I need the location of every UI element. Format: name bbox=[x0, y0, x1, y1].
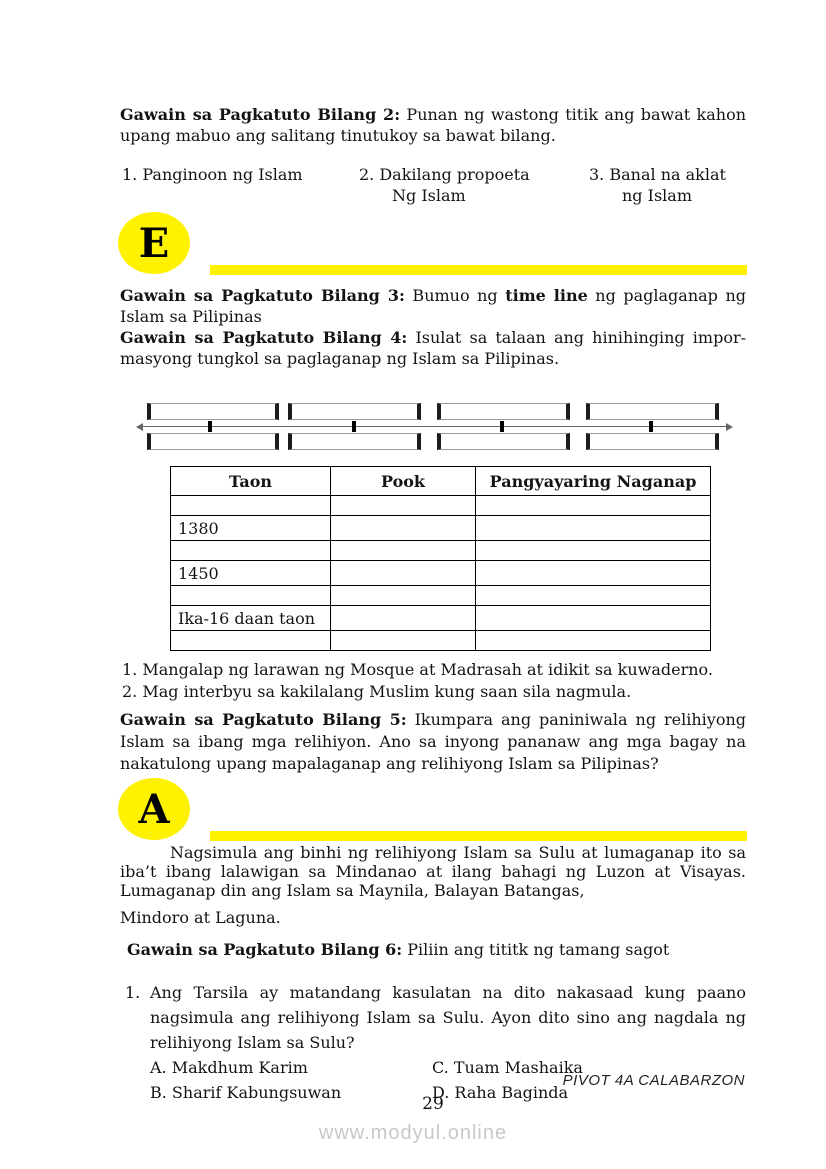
intro-line2: iba’t ibang lalawigan sa Mindanao at ilang bahagi ng Luzon at Visayas. bbox=[120, 862, 746, 881]
section-a-badge: A bbox=[118, 778, 190, 840]
option-b: B. Sharif Kabungsuwan bbox=[150, 1083, 342, 1102]
activity-5-line1 bbox=[120, 709, 746, 731]
timeline-tick-3 bbox=[500, 421, 504, 432]
activity-5-line2: Islam sa ibang mga relihiyon. Ano sa inyong pananaw ang mga bagay na bbox=[120, 732, 746, 751]
table-cell bbox=[331, 496, 476, 516]
activity-2-line2: upang mabuo ang salitang tinutukoy sa bawat bilang. bbox=[120, 126, 556, 145]
page-number: 29 bbox=[422, 1094, 444, 1114]
fill-item-2-text: 2. Dakilang propoeta bbox=[359, 165, 530, 184]
timeline-graphic bbox=[120, 403, 746, 450]
fill-item-3-subtext: ng Islam bbox=[622, 186, 692, 205]
table-cell bbox=[476, 631, 711, 651]
table-header-pangyayari: Pangyayaring Naganap bbox=[476, 467, 711, 496]
question-1-body bbox=[150, 980, 746, 1055]
task-item-2: 2. Mag interbyu sa kakilalang Muslim kung saan sila nagmula. bbox=[122, 682, 632, 701]
activity-4-heading bbox=[120, 327, 746, 369]
table-cell bbox=[331, 516, 476, 541]
table-row bbox=[171, 586, 711, 606]
intro-line3: Lumaganap din ang Islam sa Maynila, Balayan Batangas, bbox=[120, 881, 585, 900]
activity-5-line3: nakatulong upang mapalaganap ang relihiyong Islam sa Pilipinas? bbox=[120, 754, 659, 773]
timeline-box-bottom-4 bbox=[586, 433, 719, 450]
table-cell-year-1380: 1380 bbox=[171, 516, 331, 541]
table-cell bbox=[331, 561, 476, 586]
activity-2-line1 bbox=[120, 104, 746, 125]
table-row bbox=[171, 631, 711, 651]
table-row bbox=[171, 541, 711, 561]
activity-6-heading bbox=[120, 939, 746, 960]
section-e-badge: E bbox=[118, 212, 190, 274]
option-a: A. Makdhum Karim bbox=[150, 1058, 308, 1077]
section-a-divider bbox=[120, 778, 746, 841]
table-cell bbox=[171, 631, 331, 651]
intro-line1: Nagsimula ang binhi ng relihiyong Islam sa Sulu at lumaganap ito sa bbox=[170, 843, 746, 862]
fill-item-2 bbox=[359, 164, 589, 206]
table-cell bbox=[331, 631, 476, 651]
activity-4-line1 bbox=[120, 327, 746, 348]
question-1-line1: Ang Tarsila ay matandang kasulatan na dito nakasaad kung paano bbox=[150, 983, 746, 1002]
timeline-box-top-1 bbox=[147, 403, 279, 420]
timeline-tick-1 bbox=[208, 421, 212, 432]
table-cell-ika16: Ika-16 daan taon bbox=[171, 606, 331, 631]
table-cell bbox=[476, 496, 711, 516]
activity-6-label: Gawain sa Pagkatuto Bilang 6: bbox=[127, 940, 403, 959]
timeline-axis-line bbox=[142, 426, 726, 427]
section-e-bar bbox=[210, 265, 747, 275]
info-table bbox=[170, 466, 711, 651]
fill-item-3-text: 3. Banal na aklat bbox=[589, 165, 726, 184]
timeline-tick-4 bbox=[649, 421, 653, 432]
table-cell bbox=[331, 541, 476, 561]
table-cell bbox=[171, 541, 331, 561]
activity-6-text: Piliin ang tititk ng tamang sagot bbox=[402, 940, 670, 959]
watermark-text: www.modyul.online bbox=[318, 1122, 508, 1144]
table-row bbox=[171, 516, 711, 541]
timeline-box-top-3 bbox=[437, 403, 570, 420]
fill-item-2-subtext: Ng Islam bbox=[392, 186, 466, 205]
timeline-box-top-4 bbox=[586, 403, 719, 420]
page-content bbox=[120, 0, 746, 1105]
table-cell bbox=[331, 606, 476, 631]
task-item-1: 1. Mangalap ng larawan ng Mosque at Madrasah at idikit sa kuwaderno. bbox=[122, 660, 713, 679]
activity-2-text: Punan ng wastong titik ang bawat kahon bbox=[400, 105, 747, 124]
timeline-tick-2 bbox=[352, 421, 356, 432]
table-cell-year-1450: 1450 bbox=[171, 561, 331, 586]
activity-3-bold-term: time line bbox=[505, 286, 588, 305]
question-1-line2: nagsimula ang relihiyong Islam sa Sulu. Ayon dito sino ang nagdala ng bbox=[150, 1008, 746, 1027]
footer-brand-text: PIVOT 4A CALABARZON bbox=[562, 1072, 745, 1089]
activity-2-label: Gawain sa Pagkatuto Bilang 2: bbox=[120, 105, 401, 124]
activity-2-heading bbox=[120, 104, 746, 146]
table-row bbox=[171, 496, 711, 516]
activity-3-heading bbox=[120, 285, 746, 327]
activity-3-line2: Islam sa Pilipinas bbox=[120, 307, 262, 326]
activity-5-label: Gawain sa Pagkatuto Bilang 5: bbox=[120, 710, 407, 729]
table-header-pook: Pook bbox=[331, 467, 476, 496]
fill-item-3 bbox=[589, 164, 746, 206]
timeline-box-bottom-2 bbox=[288, 433, 421, 450]
activity-4-label: Gawain sa Pagkatuto Bilang 4: bbox=[120, 328, 408, 347]
table-header-row bbox=[171, 467, 711, 496]
timeline-box-top-2 bbox=[288, 403, 421, 420]
table-cell bbox=[171, 496, 331, 516]
table-header-taon: Taon bbox=[171, 467, 331, 496]
table-cell bbox=[476, 606, 711, 631]
timeline-arrow-left-icon bbox=[136, 423, 143, 431]
timeline-box-bottom-3 bbox=[437, 433, 570, 450]
task-list bbox=[120, 659, 746, 703]
table-cell bbox=[476, 516, 711, 541]
question-1-line3: relihiyong Islam sa Sulu? bbox=[150, 1033, 355, 1052]
option-d: D. Raha Baginda bbox=[432, 1083, 569, 1102]
table-cell bbox=[476, 541, 711, 561]
activity-4-text: Isulat sa talaan ang hinihinging impor- bbox=[407, 328, 747, 347]
question-1-number: 1. bbox=[125, 983, 141, 1002]
table-cell bbox=[476, 586, 711, 606]
fill-item-1 bbox=[120, 164, 359, 206]
activity-4-line2: masyong tungkol sa paglaganap ng Islam sa Pilipinas. bbox=[120, 349, 560, 368]
option-c: C. Tuam Mashaika bbox=[432, 1058, 583, 1077]
activity-5-heading bbox=[120, 709, 746, 775]
table-row bbox=[171, 606, 711, 631]
intro-line4: Mindoro at Laguna. bbox=[120, 908, 281, 927]
fill-item-1-text: 1. Panginoon ng Islam bbox=[122, 165, 303, 184]
table-row bbox=[171, 561, 711, 586]
activity-5-text: Ikumpara ang paniniwala ng relihiyong bbox=[406, 710, 747, 729]
timeline-arrow-right-icon bbox=[726, 423, 733, 431]
section-e-divider bbox=[120, 212, 746, 275]
table-cell bbox=[331, 586, 476, 606]
assessment-intro-paragraph bbox=[120, 843, 746, 900]
activity-3-line1 bbox=[120, 285, 746, 306]
activity-3-text-a: Bumuo ng bbox=[404, 286, 506, 305]
activity-3-label: Gawain sa Pagkatuto Bilang 3: bbox=[120, 286, 405, 305]
timeline-box-bottom-1 bbox=[147, 433, 279, 450]
fill-in-items-row bbox=[120, 164, 746, 206]
activity-3-text-b: ng paglaganap ng bbox=[587, 286, 747, 305]
table-cell bbox=[171, 586, 331, 606]
section-a-bar bbox=[210, 831, 747, 841]
table-cell bbox=[476, 561, 711, 586]
